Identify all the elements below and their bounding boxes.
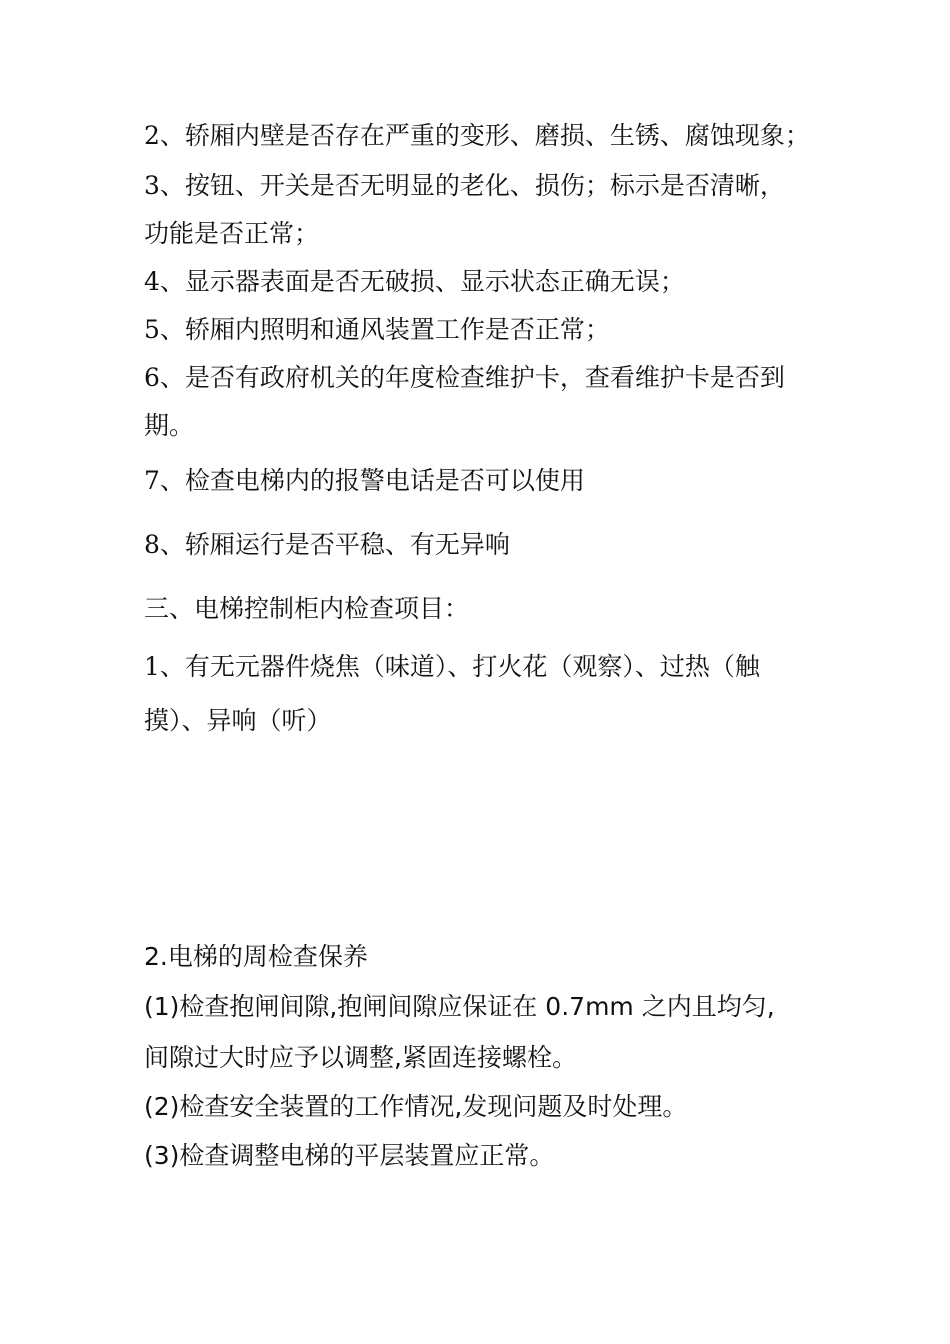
list-item: 4、显示器表面是否无破损、显示状态正确无误； bbox=[144, 267, 685, 296]
list-item: 功能是否正常； bbox=[144, 219, 320, 248]
section-heading: 三、电梯控制柜内检查项目： bbox=[144, 594, 470, 623]
section-heading: 2.电梯的周检查保养 bbox=[144, 942, 368, 971]
list-item: 摸）、异响（听） bbox=[144, 706, 332, 735]
list-item: (2)检查安全装置的工作情况,发现问题及时处理。 bbox=[144, 1092, 688, 1121]
list-item: 5、轿厢内照明和通风装置工作是否正常； bbox=[144, 315, 610, 344]
list-item: 间隙过大时应予以调整,紧固连接螺栓。 bbox=[144, 1043, 577, 1072]
list-item: (1)检查抱闸间隙,抱闸间隙应保证在 0.7mm 之内且均匀, bbox=[144, 992, 775, 1021]
list-item: 6、是否有政府机关的年度检查维护卡，查看维护卡是否到 bbox=[144, 363, 785, 392]
list-item: 2、轿厢内壁是否存在严重的变形、磨损、生锈、腐蚀现象； bbox=[144, 121, 810, 150]
list-item: 1、有无元器件烧焦（味道）、打火花（观察）、过热（触 bbox=[144, 652, 760, 681]
list-item: 3、按钮、开关是否无明显的老化、损伤；标示是否清晰， bbox=[144, 171, 785, 200]
list-item: 8、轿厢运行是否平稳、有无异响 bbox=[144, 530, 510, 559]
list-item: 期。 bbox=[144, 411, 195, 440]
list-item: (3)检查调整电梯的平层装置应正常。 bbox=[144, 1141, 555, 1170]
list-item: 7、检查电梯内的报警电话是否可以使用 bbox=[144, 466, 585, 495]
